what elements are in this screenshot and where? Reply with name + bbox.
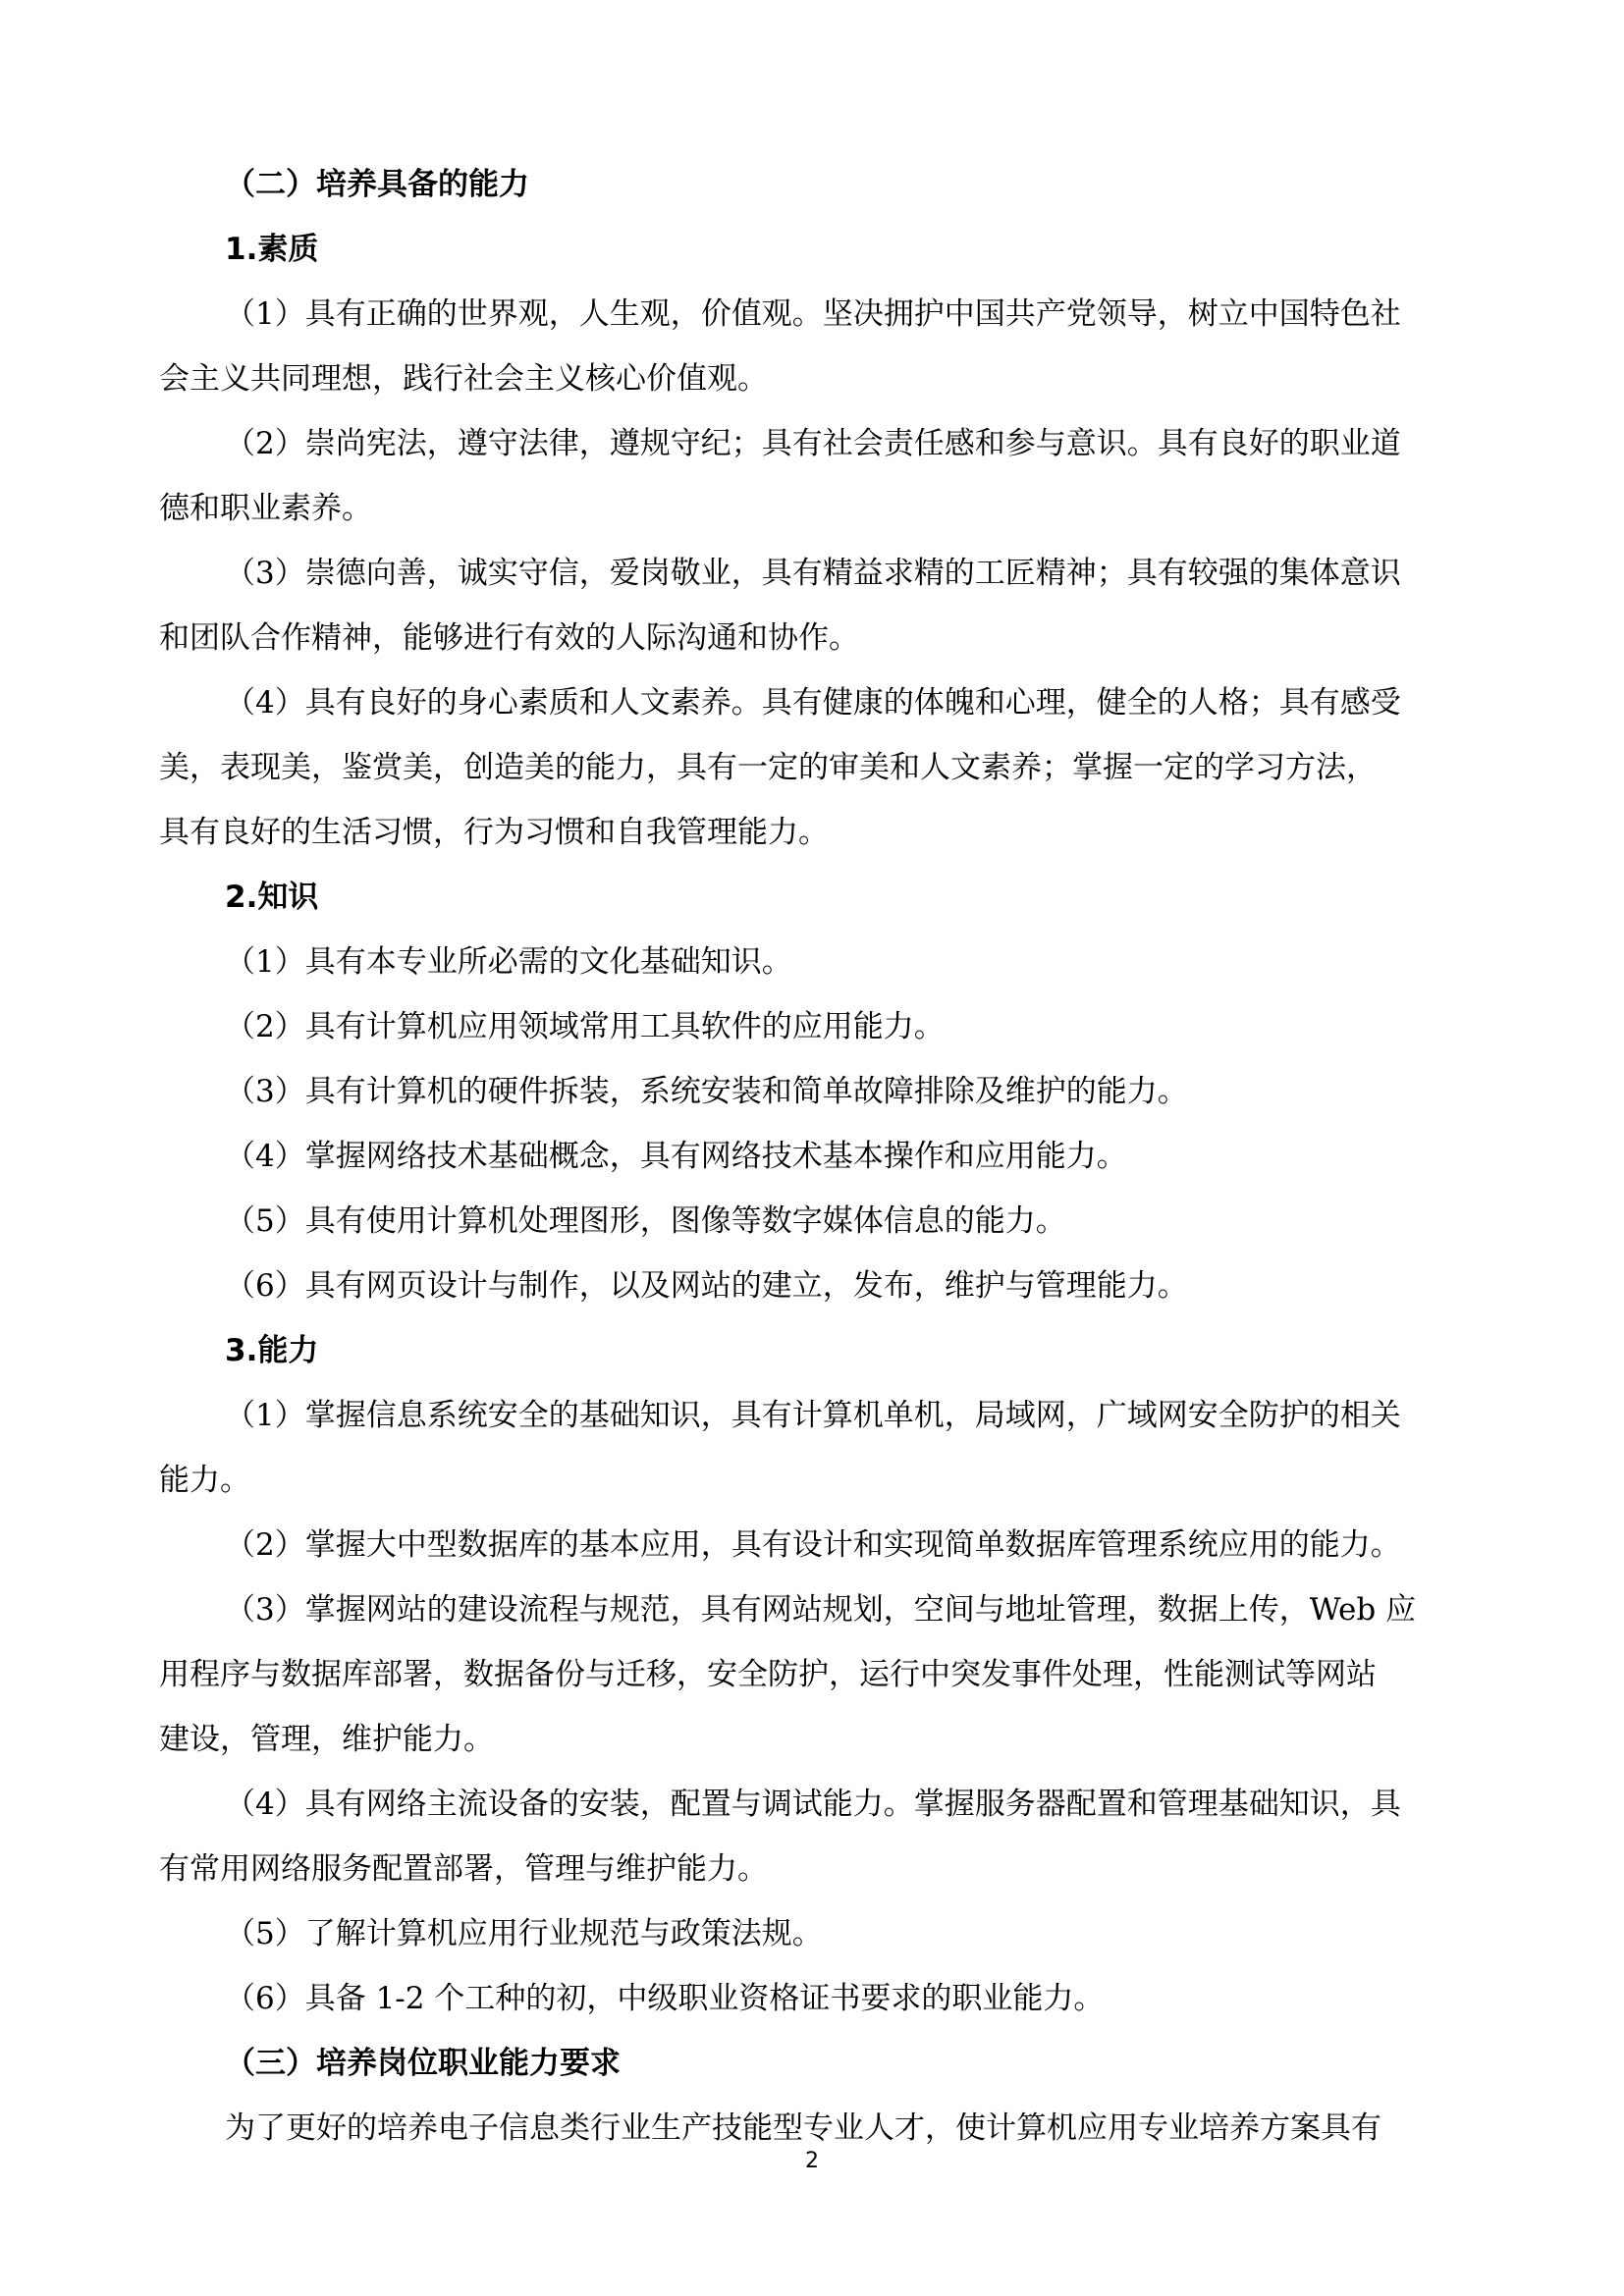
paragraph-line: （2）具有计算机应用领域常用工具软件的应用能力。	[225, 1009, 945, 1044]
paragraph-line: （5）具有使用计算机处理图形，图像等数字媒体信息的能力。	[225, 1203, 1066, 1239]
paragraph-line: 能力。	[159, 1463, 250, 1498]
paragraph-line: 为了更好的培养电子信息类行业生产技能型专业人才，使计算机应用专业培养方案具有	[225, 2110, 1381, 2146]
page-number: 2	[805, 2149, 819, 2173]
paragraph-line: 会主义共同理想，践行社会主义核心价值观。	[159, 361, 768, 397]
paragraph-line: （1）掌握信息系统安全的基础知识，具有计算机单机，局域网，广域网安全防护的相关	[225, 1398, 1401, 1433]
paragraph-line: （4）具有网络主流设备的安装，配置与调试能力。掌握服务器配置和管理基础知识，具	[225, 1787, 1401, 1822]
section-heading-abilities: （二）培养具备的能力	[225, 167, 529, 202]
paragraph-line: （4）掌握网络技术基础概念，具有网络技术基本操作和应用能力。	[225, 1139, 1127, 1174]
paragraph-line: 有常用网络服务配置部署，管理与维护能力。	[159, 1851, 768, 1887]
paragraph-line: 美，表现美，鉴赏美，创造美的能力，具有一定的审美和人文素养；掌握一定的学习方法，	[159, 750, 1377, 785]
paragraph-line: （6）具备 1-2 个工种的初，中级职业资格证书要求的职业能力。	[225, 1981, 1105, 2016]
subheading-ability: 3.能力	[225, 1333, 319, 1368]
paragraph-line: 用程序与数据库部署，数据备份与迁移，安全防护，运行中突发事件处理，性能测试等网站	[159, 1657, 1377, 1692]
paragraph-line: 具有良好的生活习惯，行为习惯和自我管理能力。	[159, 815, 829, 850]
paragraph-line: （3）具有计算机的硬件拆装，系统安装和简单故障排除及维护的能力。	[225, 1074, 1188, 1109]
paragraph-line: （4）具有良好的身心素质和人文素养。具有健康的体魄和心理，健全的人格；具有感受	[225, 685, 1401, 721]
subheading-quality: 1.素质	[225, 232, 319, 267]
paragraph-line: （1）具有本专业所必需的文化基础知识。	[225, 944, 792, 980]
paragraph-line: （1）具有正确的世界观，人生观，价值观。坚决拥护中国共产党领导，树立中国特色社	[225, 296, 1401, 332]
paragraph-line: 德和职业素养。	[159, 491, 372, 526]
paragraph-line: （3）掌握网站的建设流程与规范，具有网站规划，空间与地址管理，数据上传，Web 应	[225, 1592, 1417, 1628]
paragraph-line: （2）崇尚宪法，遵守法律，遵规守纪；具有社会责任感和参与意识。具有良好的职业道	[225, 426, 1401, 461]
paragraph-line: 和团队合作精神，能够进行有效的人际沟通和协作。	[159, 620, 859, 656]
section-heading-job-requirements: （三）培养岗位职业能力要求	[225, 2046, 621, 2081]
paragraph-line: （3）崇德向善，诚实守信，爱岗敬业，具有精益求精的工匠精神；具有较强的集体意识	[225, 556, 1401, 591]
subheading-knowledge: 2.知识	[225, 880, 319, 915]
paragraph-line: （6）具有网页设计与制作，以及网站的建立，发布，维护与管理能力。	[225, 1268, 1188, 1304]
paragraph-line: （2）掌握大中型数据库的基本应用，具有设计和实现简单数据库管理系统应用的能力。	[225, 1527, 1401, 1563]
paragraph-line: 建设，管理，维护能力。	[159, 1722, 494, 1757]
paragraph-line: （5）了解计算机应用行业规范与政策法规。	[225, 1916, 823, 1951]
